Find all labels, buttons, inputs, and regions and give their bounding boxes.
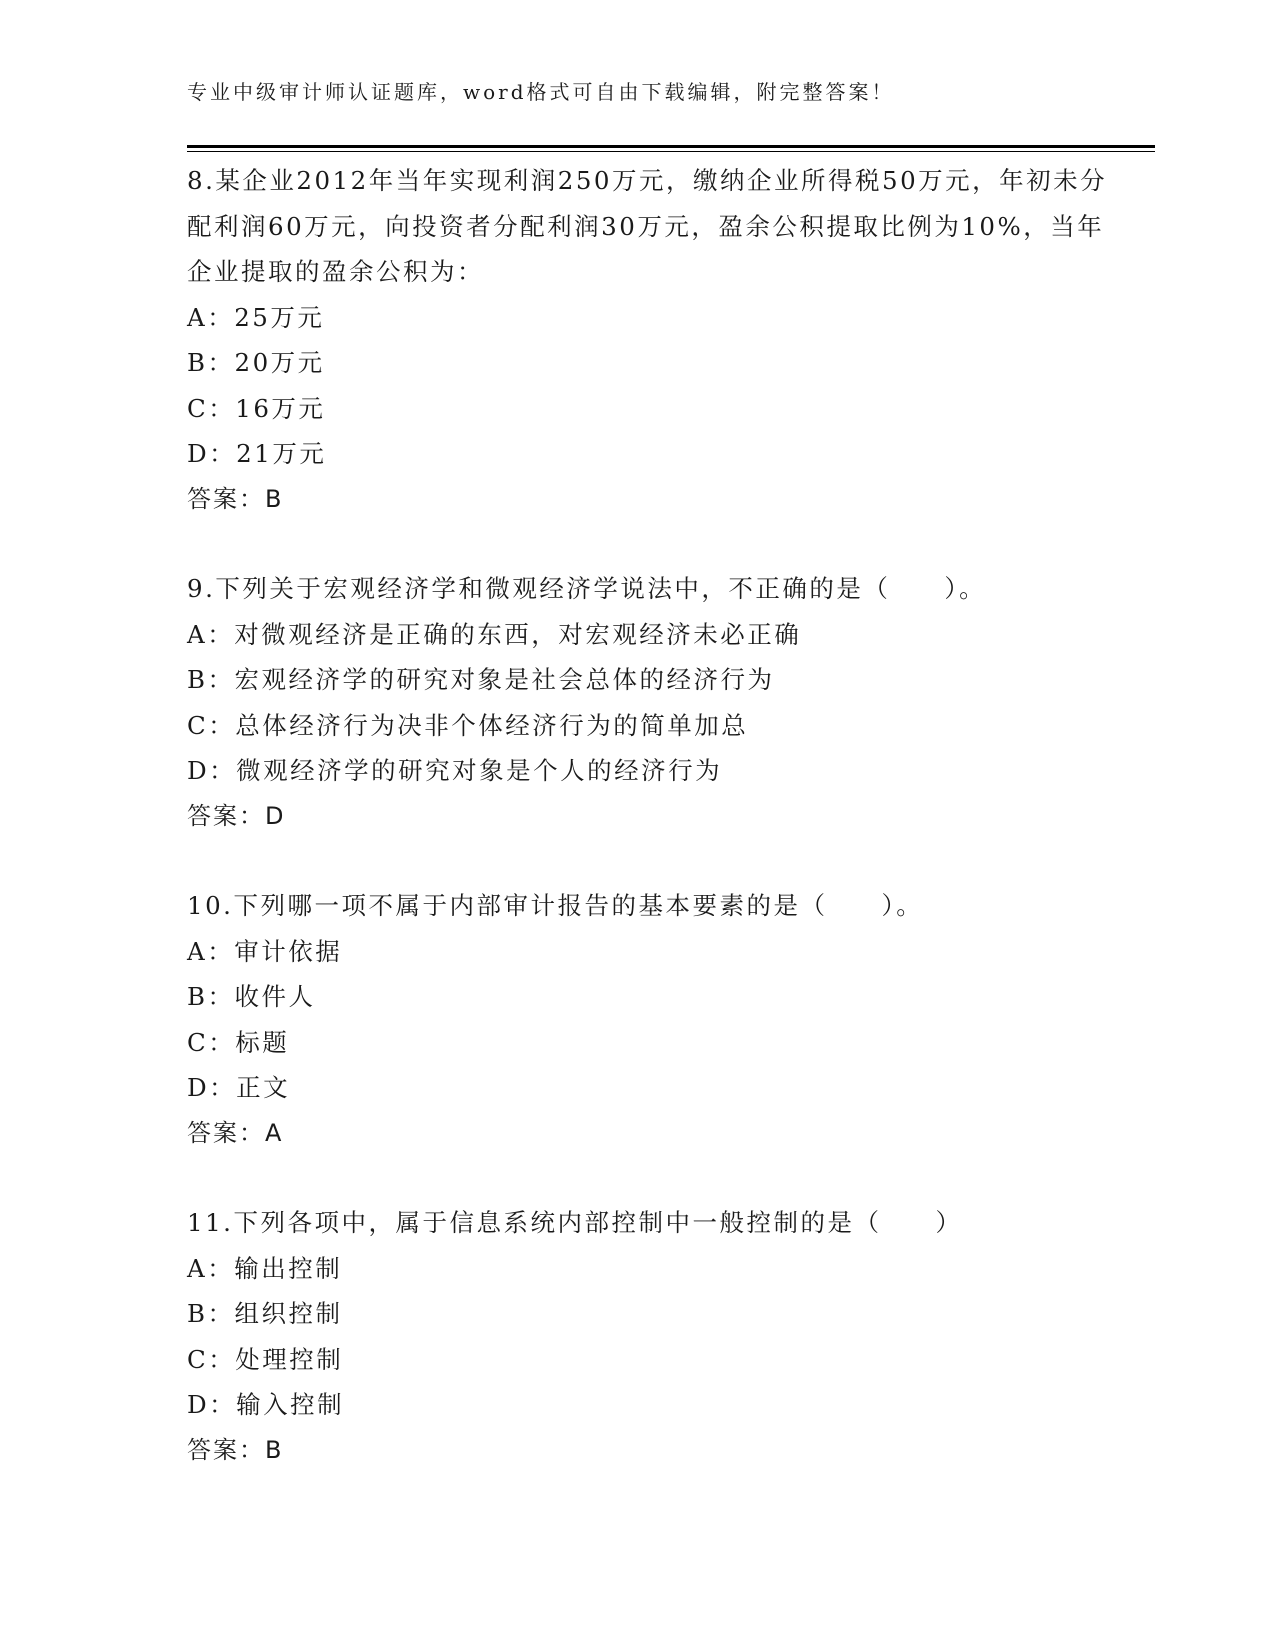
option-d: D：21万元: [187, 439, 327, 468]
answer: 答案：A: [187, 1118, 284, 1147]
question-text: 8.某企业2012年当年实现利润250万元，缴纳企业所得税50万元，年初未分配利润60万元，向投资者分配利润30万元，盈余公积提取比例为10%，当年企业提取的盈余公积为：: [187, 166, 1108, 286]
question-10: [187, 883, 1117, 1156]
option-c: C：16万元: [187, 393, 326, 423]
option-d: D：正文: [187, 1073, 291, 1102]
option-c: C：总体经济行为决非个体经济行为的简单加总: [187, 710, 749, 740]
question-text: 11.下列各项中，属于信息系统内部控制中一般控制的是（ ）: [187, 1208, 963, 1237]
option-b: B：宏观经济学的研究对象是社会总体的经济行为: [187, 665, 775, 694]
header-rule-thick: [187, 145, 1155, 148]
option-a: A：对微观经济是正确的东西，对宏观经济未必正确: [187, 619, 802, 649]
answer: 答案：B: [187, 484, 284, 513]
option-b: B：组织控制: [187, 1299, 343, 1328]
answer: 答案：D: [187, 801, 286, 830]
answer: 答案：B: [187, 1435, 284, 1464]
option-a: A：输出控制: [187, 1253, 343, 1283]
option-c: C：标题: [187, 1027, 290, 1057]
option-b: B：收件人: [187, 982, 316, 1011]
question-11: [187, 1200, 1117, 1473]
option-d: D：微观经济学的研究对象是个人的经济行为: [187, 756, 723, 785]
question-list: [187, 158, 1117, 1517]
page-header: 专业中级审计师认证题库，word格式可自由下载编辑，附完整答案！: [187, 80, 895, 104]
question-text: 9.下列关于宏观经济学和微观经济学说法中，不正确的是（ ）。: [187, 574, 987, 603]
option-b: B：20万元: [187, 348, 325, 377]
question-text: 10.下列哪一项不属于内部审计报告的基本要素的是（ ）。: [187, 891, 924, 920]
option-d: D：输入控制: [187, 1390, 345, 1419]
question-8: [187, 158, 1117, 522]
question-9: [187, 566, 1117, 839]
option-a: A：审计依据: [187, 936, 343, 966]
header-rule-thin: [187, 151, 1155, 152]
option-a: A：25万元: [187, 302, 325, 332]
option-c: C：处理控制: [187, 1344, 344, 1374]
